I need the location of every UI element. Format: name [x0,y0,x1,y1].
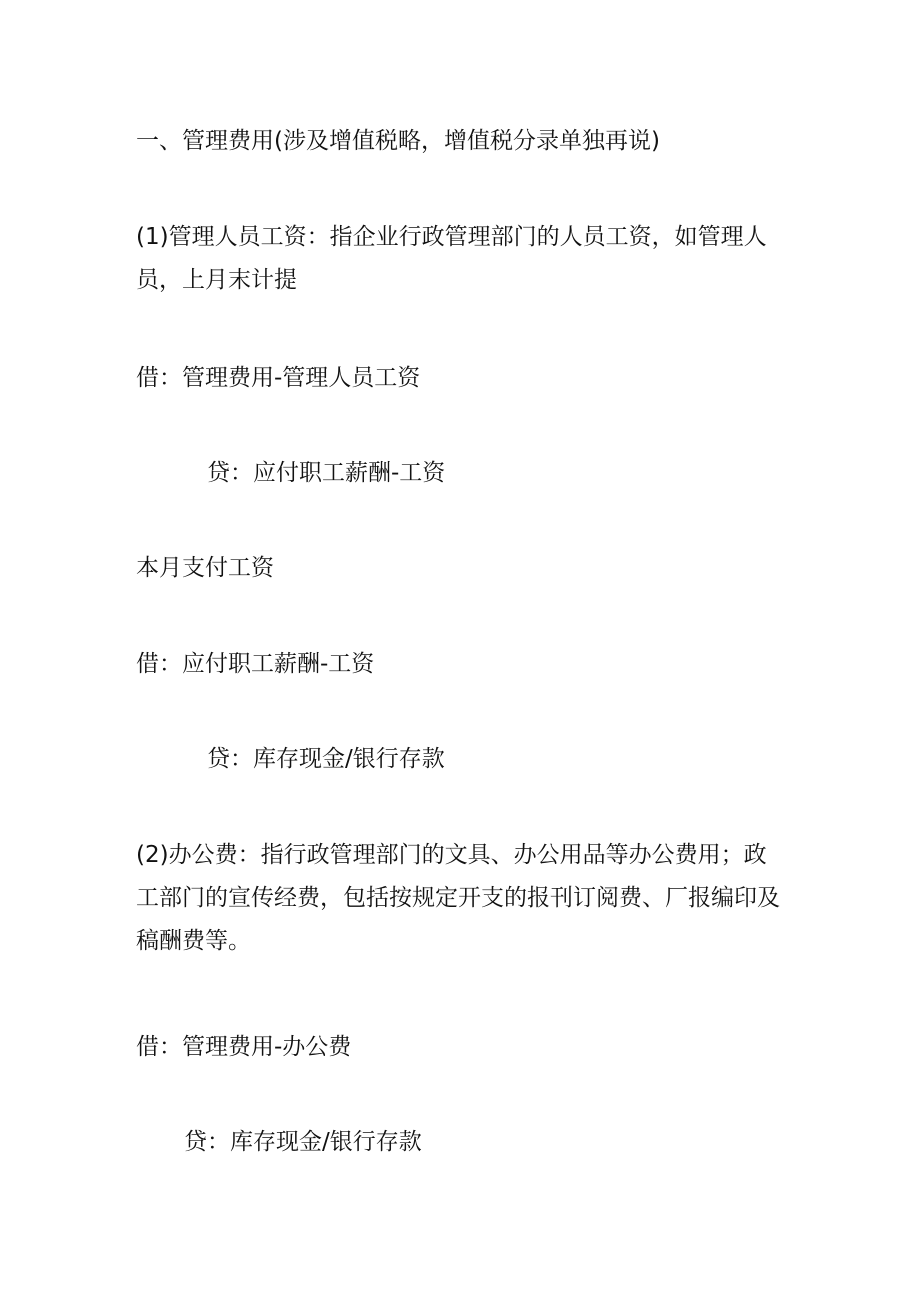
item-2-line-1: (2)办公费：指行政管理部门的文具、办公用品等办公费用；政 [136,842,767,868]
item-1-paragraph [136,216,796,302]
pay-salary-note: 本月支付工资 [136,555,274,581]
item-2-line-2: 工部门的宣传经费，包括按规定开支的报刊订阅费、厂报编印及 [136,885,780,911]
entry-2-credit: 贷：库存现金/银行存款 [207,746,445,772]
entry-1-debit: 借：管理费用-管理人员工资 [136,365,421,391]
item-1-line-2: 员，上月末计提 [136,267,297,293]
item-2-line-3: 稿酬费等。 [136,928,251,954]
item-1-line-1: (1)管理人员工资：指企业行政管理部门的人员工资，如管理人 [136,224,767,250]
entry-3-debit: 借：管理费用-办公费 [136,1034,352,1060]
section-heading: 一、管理费用(涉及增值税略，增值税分录单独再说) [136,128,660,154]
entry-2-debit: 借：应付职工薪酬-工资 [136,651,375,677]
entry-3-credit: 贷：库存现金/银行存款 [184,1129,422,1155]
item-2-paragraph [136,834,796,963]
entry-1-credit: 贷：应付职工薪酬-工资 [207,460,446,486]
